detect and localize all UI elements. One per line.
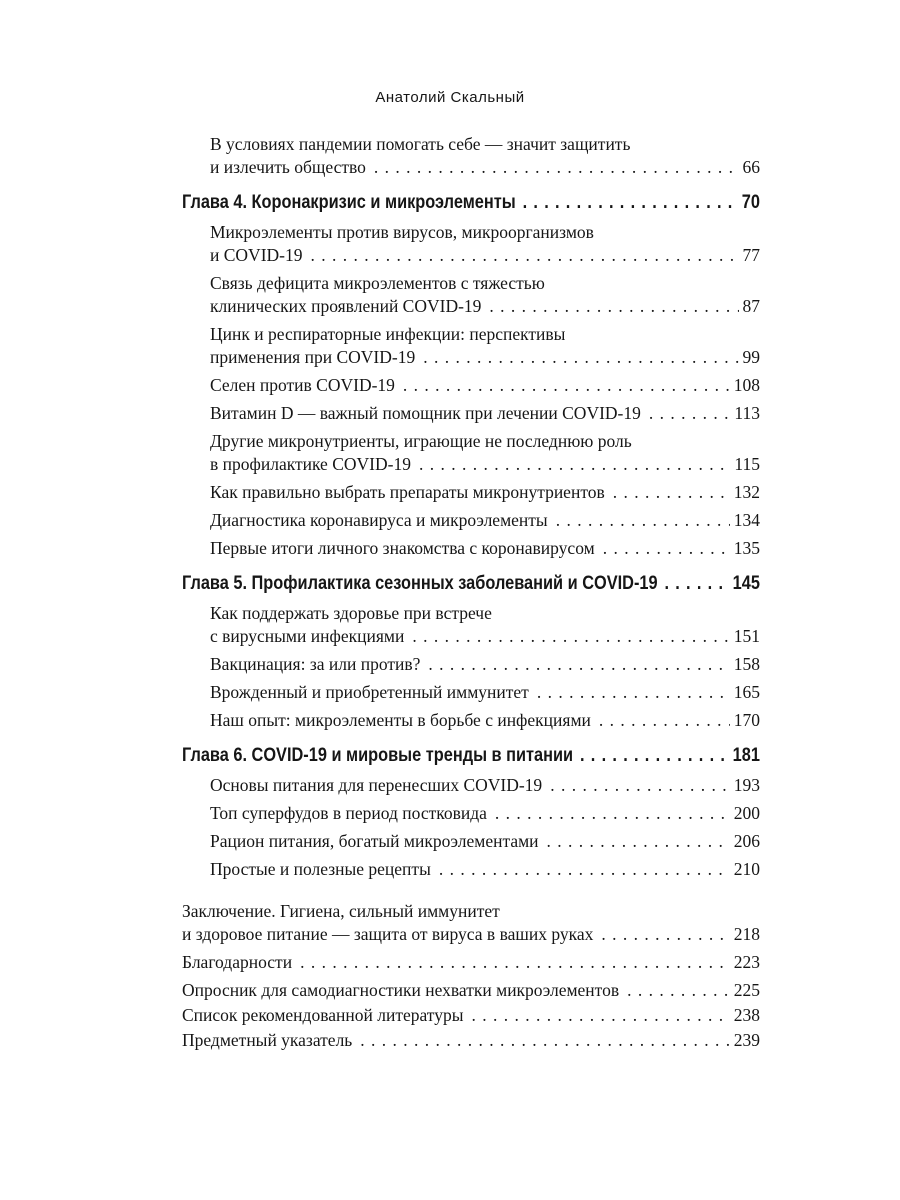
dot-leader bbox=[420, 653, 729, 676]
toc-entry-title-line1: Другие микронутриенты, играющие не последнюю роль bbox=[210, 431, 632, 451]
dot-leader bbox=[431, 858, 730, 881]
toc-entry bbox=[210, 402, 760, 425]
dot-leader bbox=[481, 295, 738, 318]
page-number: 145 bbox=[732, 573, 760, 594]
toc-chapter-5 bbox=[182, 572, 760, 596]
toc-entry-title-line1: Микроэлементы против вирусов, микроорганизмов bbox=[210, 222, 594, 242]
chapter-title: Глава 4. Коронакризис и микроэлементы bbox=[182, 192, 516, 213]
page-number: 206 bbox=[733, 831, 760, 851]
toc-entry-title-line2: с вирусными инфекциями bbox=[210, 626, 405, 646]
page-number: 132 bbox=[733, 482, 760, 502]
toc-entry bbox=[210, 272, 760, 318]
dot-leader bbox=[573, 744, 729, 768]
dot-leader bbox=[411, 453, 730, 476]
table-of-contents bbox=[182, 133, 760, 1054]
dot-leader bbox=[395, 374, 730, 397]
toc-entry-title: Диагностика коронавируса и микроэлементы bbox=[210, 510, 548, 530]
toc-entry bbox=[210, 681, 760, 704]
toc-entry-title-line2: в профилактике COVID-19 bbox=[210, 454, 411, 474]
toc-entry-title: Вакцинация: за или против? bbox=[210, 654, 421, 674]
dot-leader bbox=[593, 923, 729, 946]
page-number: 165 bbox=[733, 682, 760, 702]
toc-entry-title: Рацион питания, богатый микроэлементами bbox=[210, 831, 539, 851]
chapter-title: Глава 6. COVID-19 и мировые тренды в питании bbox=[182, 745, 574, 766]
dot-leader bbox=[542, 774, 730, 797]
toc-entry bbox=[210, 221, 760, 267]
dot-leader bbox=[415, 346, 738, 369]
page-number: 70 bbox=[741, 192, 760, 213]
toc-entry-title-line2: и здоровое питание — защита от вируса в ваших руках bbox=[182, 924, 594, 944]
toc-entry bbox=[210, 509, 760, 532]
page-number: 223 bbox=[733, 952, 760, 972]
page-number: 158 bbox=[733, 654, 760, 674]
toc-entry-title-line2: применения при COVID-19 bbox=[210, 347, 416, 367]
toc-entry-title: Первые итоги личного знакомства с коронавирусом bbox=[210, 538, 595, 558]
toc-back-matter-entry bbox=[182, 1029, 760, 1052]
toc-entry-title: Топ суперфудов в период постковида bbox=[210, 803, 487, 823]
toc-entry bbox=[210, 374, 760, 397]
toc-entry bbox=[210, 430, 760, 476]
toc-entry bbox=[210, 774, 760, 797]
toc-entry-title: Врожденный и приобретенный иммунитет bbox=[210, 682, 529, 702]
toc-entry-title: Витамин D — важный помощник при лечении COVID-19 bbox=[210, 403, 641, 423]
page-number: 134 bbox=[733, 510, 760, 530]
toc-entry-title: Предметный указатель bbox=[182, 1030, 353, 1050]
toc-entry bbox=[210, 602, 760, 648]
dot-leader bbox=[548, 509, 730, 532]
toc-back-matter-entry bbox=[182, 951, 760, 974]
toc-entry-title-line2: и излечить общество bbox=[210, 157, 366, 177]
dot-leader bbox=[605, 481, 730, 504]
dot-leader bbox=[292, 951, 730, 974]
toc-back-matter-entry bbox=[182, 979, 760, 1002]
toc-entry bbox=[210, 481, 760, 504]
toc-entry bbox=[210, 802, 760, 825]
dot-leader bbox=[595, 537, 730, 560]
toc-entry bbox=[210, 653, 760, 676]
dot-leader bbox=[658, 572, 730, 596]
toc-entry-title: Список рекомендованной литературы bbox=[182, 1005, 464, 1025]
page-number: 170 bbox=[733, 710, 760, 730]
dot-leader bbox=[516, 191, 739, 215]
page-number: 108 bbox=[733, 375, 760, 395]
toc-entry-title: Благодарности bbox=[182, 952, 293, 972]
toc-back-matter-entry bbox=[182, 1004, 760, 1027]
running-header-author: Анатолий Скальный bbox=[375, 89, 525, 106]
toc-entry-title-line1: В условиях пандемии помогать себе — значит защитить bbox=[210, 134, 631, 154]
page-number: 99 bbox=[742, 347, 760, 367]
page-number: 238 bbox=[733, 1005, 760, 1025]
toc-entry bbox=[210, 537, 760, 560]
toc-entry-title: Основы питания для перенесших COVID-19 bbox=[210, 775, 543, 795]
toc-entry bbox=[210, 709, 760, 732]
toc-entry-title: Наш опыт: микроэлементы в борьбе с инфекциями bbox=[210, 710, 591, 730]
dot-leader bbox=[529, 681, 730, 704]
toc-entry-title-line2: клинических проявлений COVID-19 bbox=[210, 296, 482, 316]
toc-back-matter-entry bbox=[182, 900, 760, 946]
toc-chapter-4 bbox=[182, 191, 760, 215]
toc-entry-title-line1: Связь дефицита микроэлементов с тяжестью bbox=[210, 273, 545, 293]
page-number: 77 bbox=[742, 245, 760, 265]
page-number: 218 bbox=[733, 924, 760, 944]
page-number: 113 bbox=[734, 403, 760, 423]
page-number: 181 bbox=[732, 745, 760, 766]
page-number: 135 bbox=[733, 538, 760, 558]
page-number: 151 bbox=[733, 626, 760, 646]
toc-entry bbox=[210, 323, 760, 369]
toc-entry-title-line1: Как поддержать здоровье при встрече bbox=[210, 603, 492, 623]
dot-leader bbox=[404, 625, 729, 648]
dot-leader bbox=[463, 1004, 729, 1027]
dot-leader bbox=[366, 156, 739, 179]
dot-leader bbox=[619, 979, 730, 1002]
dot-leader bbox=[352, 1029, 729, 1052]
toc-entry-title-line2: и COVID-19 bbox=[210, 245, 303, 265]
page-number: 87 bbox=[742, 296, 760, 316]
dot-leader bbox=[641, 402, 731, 425]
toc-chapter-6 bbox=[182, 744, 760, 768]
toc-entry bbox=[210, 830, 760, 853]
toc-entry-title: Как правильно выбрать препараты микронутриентов bbox=[210, 482, 605, 502]
page-number: 193 bbox=[733, 775, 760, 795]
dot-leader bbox=[539, 830, 730, 853]
page-number: 210 bbox=[733, 859, 760, 879]
page-number: 115 bbox=[734, 454, 760, 474]
toc-entry bbox=[210, 133, 760, 179]
chapter-title: Глава 5. Профилактика сезонных заболеваний и COVID-19 bbox=[182, 573, 658, 594]
dot-leader bbox=[591, 709, 730, 732]
page-number: 225 bbox=[733, 980, 760, 1000]
toc-entry-title-line1: Цинк и респираторные инфекции: перспективы bbox=[210, 324, 566, 344]
page-number: 200 bbox=[733, 803, 760, 823]
dot-leader bbox=[487, 802, 730, 825]
page-number: 239 bbox=[733, 1030, 760, 1050]
toc-entry-title: Простые и полезные рецепты bbox=[210, 859, 431, 879]
dot-leader bbox=[302, 244, 738, 267]
toc-entry bbox=[210, 858, 760, 881]
toc-entry-title: Опросник для самодиагностики нехватки микроэлементов bbox=[182, 980, 620, 1000]
page-number: 66 bbox=[742, 157, 760, 177]
toc-entry-title: Селен против COVID-19 bbox=[210, 375, 395, 395]
toc-entry-title-line1: Заключение. Гигиена, сильный иммунитет bbox=[182, 901, 500, 921]
